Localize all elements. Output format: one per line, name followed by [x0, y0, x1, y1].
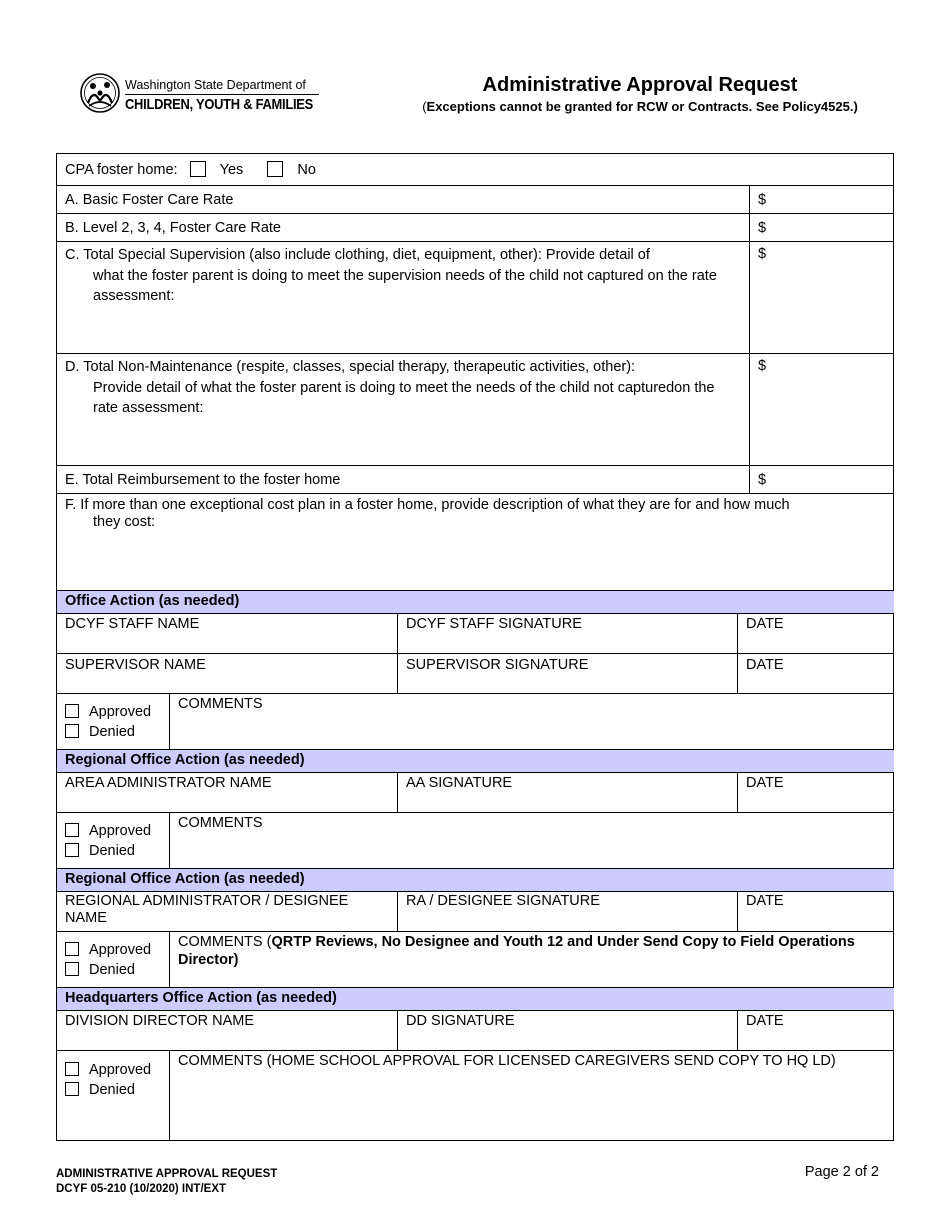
- dd-name-field[interactable]: [57, 1011, 397, 1050]
- hq-action-band: Headquarters Office Action (as needed): [57, 988, 894, 1011]
- exceptional-cost-label: F. If more than one exceptional cost plan in a foster home, provide description of what they are for and how much: [65, 497, 790, 513]
- row-total-reimbursement: [57, 466, 894, 494]
- row-special-supervision: [57, 242, 894, 354]
- hq-approved-checkbox[interactable]: [65, 1062, 79, 1076]
- cpa-yes-label: Yes: [219, 162, 244, 178]
- dcyf-emblem-icon: [79, 72, 121, 114]
- row-non-maintenance: [57, 354, 894, 466]
- regional-comments-field[interactable]: [169, 813, 894, 868]
- regional-approved-label: Approved: [89, 823, 152, 839]
- dd-signature-label: DD SIGNATURE: [406, 1013, 515, 1029]
- dcyf-logo: [79, 72, 324, 116]
- office-denied-label: Denied: [89, 724, 135, 740]
- basic-rate-label: A. Basic Foster Care Rate: [65, 192, 234, 208]
- supervisor-name-field[interactable]: [57, 654, 397, 693]
- office-comments-label: COMMENTS: [178, 696, 263, 712]
- regional-decision-row: [57, 813, 894, 869]
- staff-name-field[interactable]: [57, 614, 397, 653]
- dd-signature-field[interactable]: [397, 1011, 737, 1050]
- office-supervisor-row: [57, 654, 894, 694]
- office-action-band: Office Action (as needed): [57, 591, 894, 614]
- hq-decision-row: [57, 1051, 894, 1141]
- special-supervision-field[interactable]: [57, 242, 749, 353]
- office-decision-checkboxes: [57, 694, 169, 749]
- aa-signature-field[interactable]: [397, 773, 737, 812]
- ra-denied-checkbox[interactable]: [65, 962, 79, 976]
- non-maintenance-field[interactable]: [57, 354, 749, 465]
- logo-department-text: Washington State Department of: [125, 78, 306, 92]
- cpa-no-label: No: [297, 162, 316, 178]
- staff-name-label: DCYF STAFF NAME: [65, 616, 200, 632]
- hq-comments-field[interactable]: [169, 1051, 894, 1141]
- hq-comments-label: COMMENTS (HOME SCHOOL APPROVAL FOR LICENSED CAREGIVERS SEND COPY TO HQ LD): [178, 1053, 836, 1069]
- row-basic-rate: [57, 186, 894, 214]
- form-code: DCYF 05-210 (10/2020) INT/EXT: [56, 1183, 227, 1195]
- area-administrator-row: [57, 773, 894, 813]
- aa-date-label: DATE: [746, 775, 784, 791]
- ra-decision-checkboxes: [57, 932, 169, 987]
- ra-date-field[interactable]: [737, 892, 894, 931]
- hq-denied-checkbox[interactable]: [65, 1082, 79, 1096]
- page-subtitle: [390, 99, 890, 114]
- level-rate-label: B. Level 2, 3, 4, Foster Care Rate: [65, 220, 281, 236]
- special-supervision-amount-field[interactable]: [749, 242, 894, 353]
- approval-form: [56, 153, 894, 1141]
- hq-denied-label: Denied: [89, 1082, 135, 1098]
- office-decision-row: [57, 694, 894, 750]
- aa-date-field[interactable]: [737, 773, 894, 812]
- page-number: Page 2 of 2: [804, 1164, 879, 1180]
- hq-approved-label: Approved: [89, 1062, 152, 1078]
- regional-approved-checkbox[interactable]: [65, 823, 79, 837]
- regional-denied-checkbox[interactable]: [65, 843, 79, 857]
- staff-signature-field[interactable]: [397, 614, 737, 653]
- non-maintenance-label: D. Total Non-Maintenance (respite, classes, special therapy, therapeutic activities, other):: [65, 359, 636, 375]
- ra-comments-label: COMMENTS (: [178, 934, 272, 950]
- regional-decision-checkboxes: [57, 813, 169, 868]
- regional-admin-action-band: Regional Office Action (as needed): [57, 869, 894, 892]
- regional-action-band: Regional Office Action (as needed): [57, 750, 894, 773]
- dd-date-label: DATE: [746, 1013, 784, 1029]
- form-footer: [56, 1167, 277, 1197]
- ra-comments-field[interactable]: [169, 932, 894, 987]
- regional-denied-label: Denied: [89, 843, 135, 859]
- page-header: [0, 0, 950, 150]
- office-comments-field[interactable]: [169, 694, 894, 749]
- staff-date-label: DATE: [746, 616, 784, 632]
- ra-comments-note: QRTP Reviews, No Designee and Youth 12 and Under Send Copy to Field Operations Director): [178, 934, 855, 968]
- supervisor-date-label: DATE: [746, 657, 784, 673]
- supervisor-name-label: SUPERVISOR NAME: [65, 657, 206, 673]
- ra-name-field[interactable]: [57, 892, 397, 931]
- cpa-no-checkbox[interactable]: [267, 161, 283, 177]
- dollar-sign: $: [758, 472, 767, 488]
- office-approved-checkbox[interactable]: [65, 704, 79, 718]
- exceptional-cost-field[interactable]: [57, 494, 894, 590]
- non-maintenance-detail: Provide detail of what the foster parent is doing to meet the needs of the child not capturedon the rate assessment:: [93, 379, 715, 416]
- division-director-row: [57, 1011, 894, 1051]
- regional-comments-label: COMMENTS: [178, 815, 263, 831]
- special-supervision-detail: what the foster parent is doing to meet the supervision needs of the child not captured on the rate assessment:: [93, 267, 717, 304]
- special-supervision-label: C. Total Special Supervision (also include clothing, diet, equipment, other): Provide detail of: [65, 247, 650, 263]
- dd-date-field[interactable]: [737, 1011, 894, 1050]
- cpa-label: CPA foster home:: [65, 162, 178, 178]
- level-rate-amount-field[interactable]: [749, 214, 894, 241]
- ra-denied-label: Denied: [89, 962, 135, 978]
- total-reimbursement-label: E. Total Reimbursement to the foster home: [65, 472, 341, 488]
- office-staff-row: [57, 614, 894, 654]
- row-level-rate: [57, 214, 894, 242]
- aa-signature-label: AA SIGNATURE: [406, 775, 513, 791]
- cpa-yes-checkbox[interactable]: [190, 161, 206, 177]
- office-approved-label: Approved: [89, 704, 152, 720]
- supervisor-date-field[interactable]: [737, 654, 894, 693]
- logo-agency-text: CHILDREN, YOUTH & FAMILIES: [125, 96, 314, 113]
- non-maintenance-amount-field[interactable]: [749, 354, 894, 465]
- exceptional-cost-detail: they cost:: [93, 514, 156, 530]
- dollar-sign: $: [758, 192, 767, 208]
- total-reimbursement-amount-field[interactable]: [749, 466, 894, 493]
- cpa-row: [57, 154, 894, 186]
- supervisor-signature-label: SUPERVISOR SIGNATURE: [406, 657, 589, 673]
- staff-date-field[interactable]: [737, 614, 894, 653]
- staff-signature-label: DCYF STAFF SIGNATURE: [406, 616, 582, 632]
- subtitle-open-paren: (: [422, 99, 427, 114]
- ra-approved-label: Approved: [89, 942, 152, 958]
- dd-name-label: DIVISION DIRECTOR NAME: [65, 1013, 255, 1029]
- dollar-sign: $: [758, 220, 767, 236]
- ra-signature-field[interactable]: [397, 892, 737, 931]
- ra-decision-row: [57, 932, 894, 988]
- aa-name-label: AREA ADMINISTRATOR NAME: [65, 775, 272, 791]
- dollar-sign: $: [758, 246, 767, 262]
- ra-signature-label: RA / DESIGNEE SIGNATURE: [406, 893, 600, 909]
- row-exceptional-cost: [57, 494, 894, 591]
- ra-approved-checkbox[interactable]: [65, 942, 79, 956]
- dollar-sign: $: [758, 358, 767, 374]
- supervisor-signature-field[interactable]: [397, 654, 737, 693]
- regional-administrator-row: [57, 892, 894, 932]
- basic-rate-amount-field[interactable]: [749, 186, 894, 213]
- page-title: Administrative Approval Request: [482, 74, 798, 96]
- ra-date-label: DATE: [746, 893, 784, 909]
- subtitle-note: Exceptions cannot be granted for RCW or Contracts. See Policy4525.): [426, 99, 858, 114]
- logo-divider: [125, 94, 319, 95]
- aa-name-field[interactable]: [57, 773, 397, 812]
- ra-name-label: REGIONAL ADMINISTRATOR / DESIGNEE NAME: [65, 893, 349, 926]
- hq-decision-checkboxes: [57, 1051, 169, 1141]
- office-denied-checkbox[interactable]: [65, 724, 79, 738]
- form-name: ADMINISTRATIVE APPROVAL REQUEST: [56, 1168, 278, 1180]
